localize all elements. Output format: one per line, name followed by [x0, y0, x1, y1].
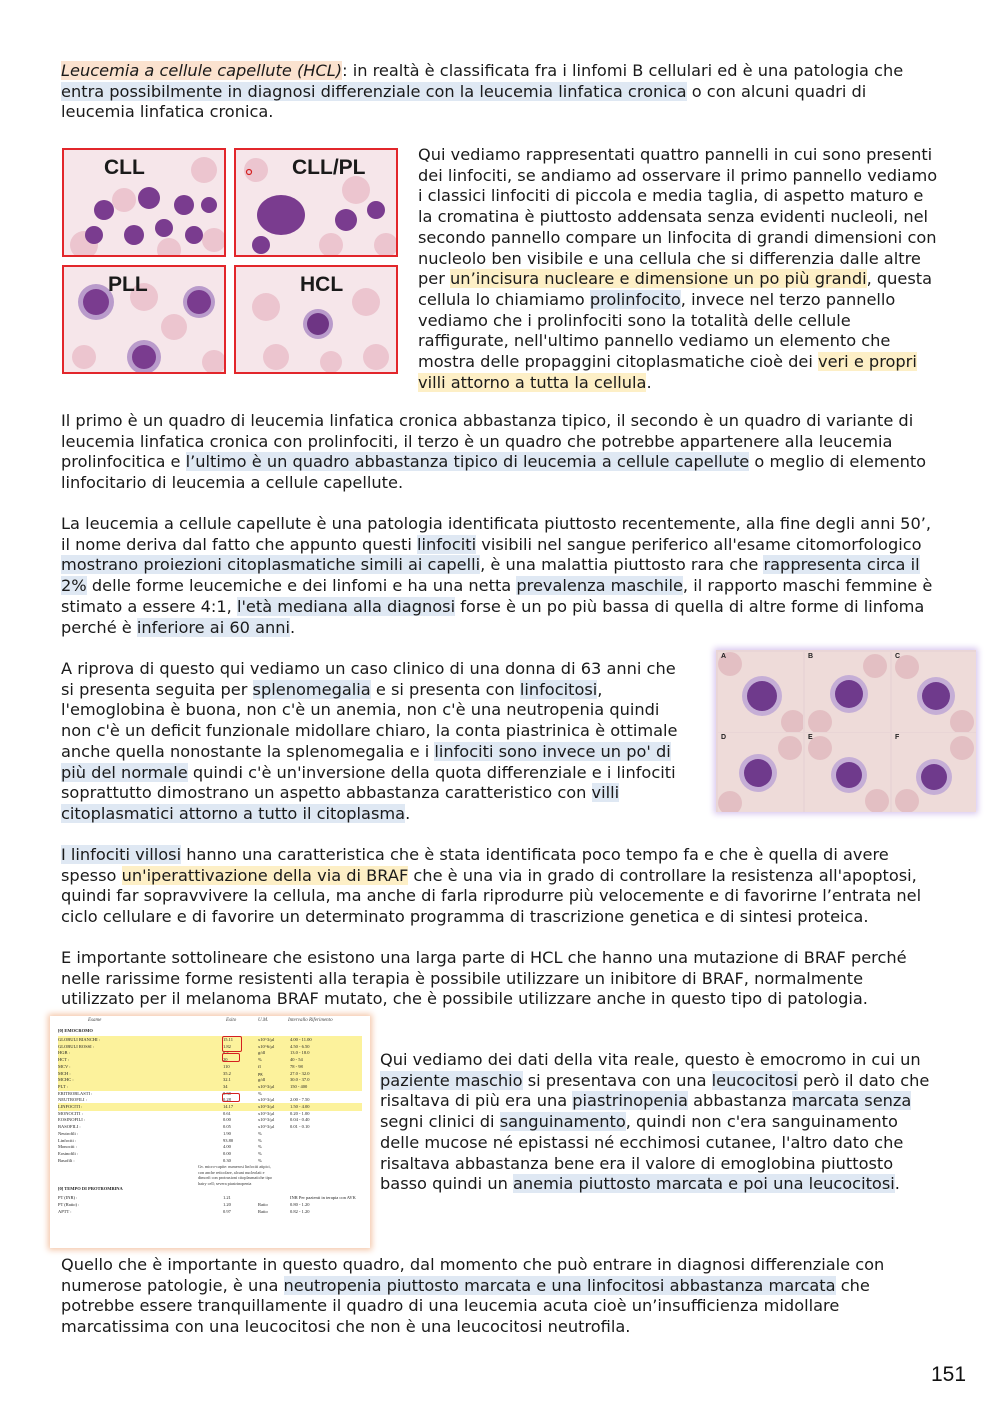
report-section-pt: [0] TEMPO DI PROTROMBINA [58, 1186, 123, 1191]
cell-panel-b [805, 652, 890, 732]
report-row: Basofili : 0.30 % [58, 1157, 262, 1163]
report-row: HGB : 6.4 g/dl 13.0 - 18.0 [58, 1049, 362, 1057]
report-row: LINFOCITI : 14.17 x10^3/µl 1.50 - 4.00 [58, 1103, 362, 1111]
report-row: Eosinofili : 0.00 % [58, 1150, 262, 1156]
panel-hcl [234, 265, 398, 374]
panel-label: CLL [104, 156, 145, 179]
cell-panel-a [718, 652, 803, 732]
report-row: MCV : 110 fl 78 - 98 [58, 1063, 362, 1071]
report-row: ERITROBLASTI : 0.30 % [58, 1090, 262, 1096]
cll-cells-image [64, 150, 226, 257]
panel-letter: F [895, 734, 900, 741]
paragraph-panels-description: Qui vediamo rappresentati quattro pannelli in cui sono presenti dei linfociti, se andiamo ad osservare il primo pannello vediamo i classici linfociti di piccola e media taglia, di aspetto maturo e la cromatina è piuttosto addensata senza evidenti nucleoli, nel secondo pannello compare un linfocita di grandi dimensioni con nucleolo ben visibile e una cellula che si differenzia dalle altre per un’incisura nucleare e dimensione un po più grandi, questa cellula lo chiamiamo prolinfocito, invece nel terzo pannello vediamo che i prolinfociti sono la totalità delle cellule raffigurate, nell'ultimo pannello vediamo un elemento che mostra delle propaggini citoplasmatiche cioè dei veri e propri villi attorno a tutta la cellula. [418, 145, 938, 392]
panel-label: PLL [108, 273, 148, 296]
panel-letter: E [808, 734, 813, 741]
highlight-wbc-box [222, 1036, 242, 1052]
panel-letter: B [808, 653, 814, 660]
report-note: Gv. micro-capite: numerosi linfociti atipici, con anche reticolare, alcuni nucleolati e dimorfi con protrusioni citoplasmatiche tipo hairy cell; severa piastrinopenia [198, 1164, 272, 1186]
paragraph-clinical-case: A riprova di questo qui vediamo un caso clinico di una donna di 63 anni che si presenta seguita per splenomegalia e si presenta con linfocitosi, l'emoglobina è buona, non c'è un anemia, non c'è una neutropenia quindi non c'è un deficit funzionale midollare chiaro, la conta piastrinica è ottimale anche quella nonostante la splenomegalia e i linfociti sono invece un po' di più del normale quindi c'è un'inversione della quota differenziale e i linfociti soprattutto dimostrano un aspetto abbastanza caratteristico con villi citoplasmatici attorno a tutto il citoplasma. [61, 659, 678, 823]
report-row: MCH : 35.2 pg 27.0 - 32.0 [58, 1070, 362, 1078]
panel-letter: A [721, 653, 727, 660]
report-section-emocromo: [0] EMOCROMO [58, 1028, 93, 1033]
panel-pll [62, 265, 226, 374]
report-row: APTT : 0.97 Ratio 0.82 - 1.20 [58, 1209, 310, 1214]
figure-hairy-cells [716, 650, 976, 812]
report-row: HCT : 20 % 40 - 54 [58, 1056, 362, 1064]
paragraph-braf-mutation: E importante sottolineare che esistono una larga parte di HCL che hanno una mutazione di BRAF perché nelle rarissime forme resistenti alla terapia è possibile utilizzare un inibitore di BRAF, normalmente utilizzato per il melanoma BRAF mutato, che è possibile utilizzare anche in questo tipo di patologia. [61, 948, 907, 1009]
report-row: NEUTROFILI : 0.28 x10^3/µl 2.00 - 7.50 [58, 1097, 310, 1103]
report-row: MONOCITI : 0.61 x10^3/µl 0.20 - 1.00 [58, 1110, 310, 1116]
panel-letter: C [895, 653, 901, 660]
figure-blood-count-report [50, 1016, 370, 1248]
cell-panel-f [892, 733, 976, 812]
report-row: Monociti : 4.00 % [58, 1144, 262, 1150]
paragraph-hcl-intro: Leucemia a cellule capellute (HCL): in realtà è classificata fra i linfomi B cellulari ed è una patologia che entra possibilmente in diagnosi differenziale con la leucemia linfatica cronica o con alcuni quadri di leucemia linfatica cronica. [61, 61, 904, 122]
report-row: PT (Ratio) : 1.20 Ratio 0.80 - 1.20 [58, 1202, 310, 1207]
panel-label: HCL [300, 273, 344, 296]
report-row: EOSINOFILI : 0.00 x10^3/µl 0.04 - 0.40 [58, 1117, 310, 1123]
cell-panel-c [892, 652, 976, 732]
panel-cll [62, 148, 226, 257]
page-number: 151 [931, 1363, 967, 1386]
panel-label: CLL/PL [292, 156, 366, 179]
term-hcl: Leucemia a cellule capellute (HCL) [61, 61, 343, 80]
report-row: GLOBULI BIANCHI : 15.11 x10^3/µl 4.00 - 11.00 [58, 1036, 362, 1044]
report-row: GLOBULI ROSSI : 1.82 x10^6/µl 4.50 - 6.50 [58, 1043, 362, 1051]
paragraph-braf-pathway: I linfociti villosi hanno una caratteristica che è stata identificata poco tempo fa e che è quella di avere spesso un'iperattivazione della via di BRAF che è una via in grado di controllare la resistenza all'apoptosi, quindi far sopravvivere la cellula, ma anche di farla riprodurre più velocemente e di favorirne l’entrata nel ciclo cellulare e di favorire un determinato programma di trascrizione genetica e di sintesi proteica. [61, 845, 922, 927]
panel-letter: D [721, 734, 727, 741]
report-row: Linfociti : 93.80 % [58, 1137, 262, 1143]
cell-panel-e [805, 733, 890, 812]
paragraph-differential-diagnosis: Quello che è importante in questo quadro, dal momento che può entrare in diagnosi differenziale con numerose patologie, è una neutropenia piuttosto marcata e una linfocitosi abbastanza marcata che potrebbe essere tranquillamente il quadro di una leucemia acuta cioè un’insufficienza midollare marcatissima con una leucocitosi che non è una leucocitosi neutrofila. [61, 1255, 885, 1337]
highlight-hgb-box [222, 1053, 240, 1062]
paragraph-panels-interpretation: Il primo è un quadro di leucemia linfatica cronica abbastanza tipico, il secondo è un quadro di variante di leucemia linfatica cronica con prolinfociti, il terzo è un quadro che potrebbe appartenere alla leucemia prolinfocitica e l’ultimo è un quadro abbastanza tipico di leucemia a cellule capellute o meglio di elemento linfocitario di leucemia a cellule capellute. [61, 411, 927, 493]
panel-cll-pl [234, 148, 398, 257]
highlight-plt-box [222, 1093, 240, 1102]
report-row: Neutrofili : 1.90 % [58, 1130, 262, 1136]
report-row: PLT : 34 x10^3/µl 150 - 400 [58, 1083, 362, 1091]
report-row: BASOFILI : 0.05 x10^3/µl 0.01 - 0.10 [58, 1124, 310, 1130]
report-row: MCHC : 32.1 g/dl 30.0 - 37.0 [58, 1076, 362, 1084]
paragraph-hcl-epidemiology: La leucemia a cellule capellute è una patologia identificata piuttosto recentemente, alla fine degli anni 50’, il nome deriva dal fatto che appunto questi linfociti visibili nel sangue periferico all'esame citomorfologico mostrano proiezioni citoplasmatiche simili ai capelli, è una malattia piuttosto rara che rappresenta circa il 2% delle forme leucemiche e dei linfomi e ha una netta prevalenza maschile, il rapporto maschi femmine è stimato a essere 4:1, l'età mediana alla diagnosi forse è un po più bassa di quella di altre forme di linfoma perché è inferiore ai 60 anni. [61, 514, 933, 637]
report-header: Esame Esito U.M. Intervallo Riferimento [88, 1018, 333, 1023]
cell-panel-d [718, 733, 803, 812]
report-row: PT (INR) : 1.21 INR Per pazienti in terapia con AVK [58, 1195, 356, 1200]
paragraph-real-case: Qui vediamo dei dati della vita reale, questo è emocromo in cui un paziente maschio si presentava con una leucocitosi però il dato che risaltava di più era una piastrinopenia abbastanza marcata senza segni clinici di sanguinamento, quindi non c'era sanguinamento delle mucose né epistassi né ecchimosi cutanee, l'altro dato che risaltava abbastanza bene era il valore di emoglobina piuttosto basso quindi un anemia piuttosto marcata e poi una leucocitosi. [380, 1050, 930, 1194]
figure-lymphocyte-panels [62, 148, 406, 378]
